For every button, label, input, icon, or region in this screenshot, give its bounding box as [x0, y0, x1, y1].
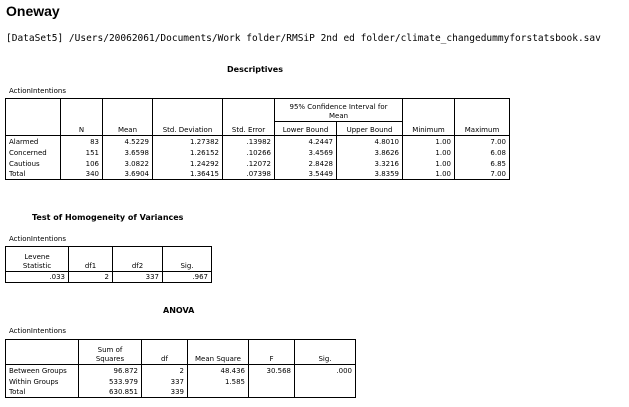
row-label: Concerned: [6, 147, 61, 158]
descriptives-variable: ActionIntentions: [9, 87, 66, 95]
col-sig: Sig.: [295, 340, 356, 365]
col-std-error: Std. Error: [223, 99, 275, 136]
cell: [295, 376, 356, 387]
cell: 151: [61, 147, 103, 158]
cell: 7.00: [455, 169, 510, 180]
col-levene-statistic: Levene Statistic: [6, 247, 69, 272]
cell: 339: [142, 387, 188, 398]
cell: 1.00: [403, 169, 455, 180]
cell: 3.8626: [337, 147, 403, 158]
cell: .10266: [223, 147, 275, 158]
cell: [249, 387, 295, 398]
cell: .000: [295, 365, 356, 376]
col-lower-bound: Lower Bound: [275, 122, 337, 136]
col-sig: Sig.: [163, 247, 212, 272]
cell: 630.851: [79, 387, 142, 398]
cell: .033: [6, 272, 69, 283]
cell: 2: [69, 272, 113, 283]
cell: 3.0822: [103, 158, 153, 169]
cell: 340: [61, 169, 103, 180]
cell: 6.85: [455, 158, 510, 169]
table-row: [6, 376, 356, 387]
cell: 3.6904: [103, 169, 153, 180]
table-row: [6, 365, 356, 376]
anova-table: [5, 339, 356, 398]
table-row: [6, 136, 510, 147]
cell: 3.4569: [275, 147, 337, 158]
ci-header: 95% Confidence Interval for Mean: [275, 99, 403, 122]
col-df1: df1: [69, 247, 113, 272]
table-row: [6, 387, 356, 398]
cell: 1.27382: [153, 136, 223, 147]
cell: .13982: [223, 136, 275, 147]
col-f: F: [249, 340, 295, 365]
table-row: [6, 272, 212, 283]
col-maximum: Maximum: [455, 99, 510, 136]
cell: 1.00: [403, 136, 455, 147]
cell: 2: [142, 365, 188, 376]
cell: 4.5229: [103, 136, 153, 147]
cell: 4.8010: [337, 136, 403, 147]
row-label: Total: [6, 387, 79, 398]
col-df: df: [142, 340, 188, 365]
row-label: Cautious: [6, 158, 61, 169]
cell: 96.872: [79, 365, 142, 376]
corner-cell: [6, 99, 61, 136]
col-df2: df2: [113, 247, 163, 272]
cell: 1.24292: [153, 158, 223, 169]
table-row: [6, 158, 510, 169]
cell: 1.00: [403, 158, 455, 169]
row-label: Total: [6, 169, 61, 180]
table-row: [6, 169, 510, 180]
cell: .12072: [223, 158, 275, 169]
cell: 2.8428: [275, 158, 337, 169]
col-upper-bound: Upper Bound: [337, 122, 403, 136]
row-label: Between Groups: [6, 365, 79, 376]
cell: 106: [61, 158, 103, 169]
anova-variable: ActionIntentions: [9, 327, 66, 335]
cell: 3.6598: [103, 147, 153, 158]
col-std-deviation: Std. Deviation: [153, 99, 223, 136]
cell: 1.36415: [153, 169, 223, 180]
homogeneity-table: [5, 246, 212, 283]
cell: .07398: [223, 169, 275, 180]
cell: 1.585: [188, 376, 249, 387]
table-row: [6, 147, 510, 158]
cell: 3.3216: [337, 158, 403, 169]
cell: 1.26152: [153, 147, 223, 158]
cell: 337: [113, 272, 163, 283]
cell: 533.979: [79, 376, 142, 387]
cell: 3.5449: [275, 169, 337, 180]
cell: [249, 376, 295, 387]
cell: 7.00: [455, 136, 510, 147]
descriptives-table: [5, 98, 510, 180]
anova-title: ANOVA: [163, 306, 195, 315]
col-minimum: Minimum: [403, 99, 455, 136]
col-mean: Mean: [103, 99, 153, 136]
cell: 4.2447: [275, 136, 337, 147]
cell: [188, 387, 249, 398]
cell: 3.8359: [337, 169, 403, 180]
col-n: N: [61, 99, 103, 136]
col-sum-of-squares: Sum of Squares: [79, 340, 142, 365]
cell: [295, 387, 356, 398]
dataset-path: [DataSet5] /Users/20062061/Documents/Work folder/RMSiP 2nd ed folder/climate_changedummyforstatsbook.sav: [6, 33, 601, 44]
row-label: Within Groups: [6, 376, 79, 387]
cell: .967: [163, 272, 212, 283]
cell: 83: [61, 136, 103, 147]
homogeneity-title: Test of Homogeneity of Variances: [32, 213, 184, 222]
cell: 1.00: [403, 147, 455, 158]
corner-cell: [6, 340, 79, 365]
cell: 337: [142, 376, 188, 387]
homogeneity-variable: ActionIntentions: [9, 235, 66, 243]
col-mean-square: Mean Square: [188, 340, 249, 365]
cell: 48.436: [188, 365, 249, 376]
row-label: Alarmed: [6, 136, 61, 147]
page-title: Oneway: [6, 3, 60, 19]
cell: 30.568: [249, 365, 295, 376]
cell: 6.08: [455, 147, 510, 158]
descriptives-title: Descriptives: [227, 65, 283, 74]
